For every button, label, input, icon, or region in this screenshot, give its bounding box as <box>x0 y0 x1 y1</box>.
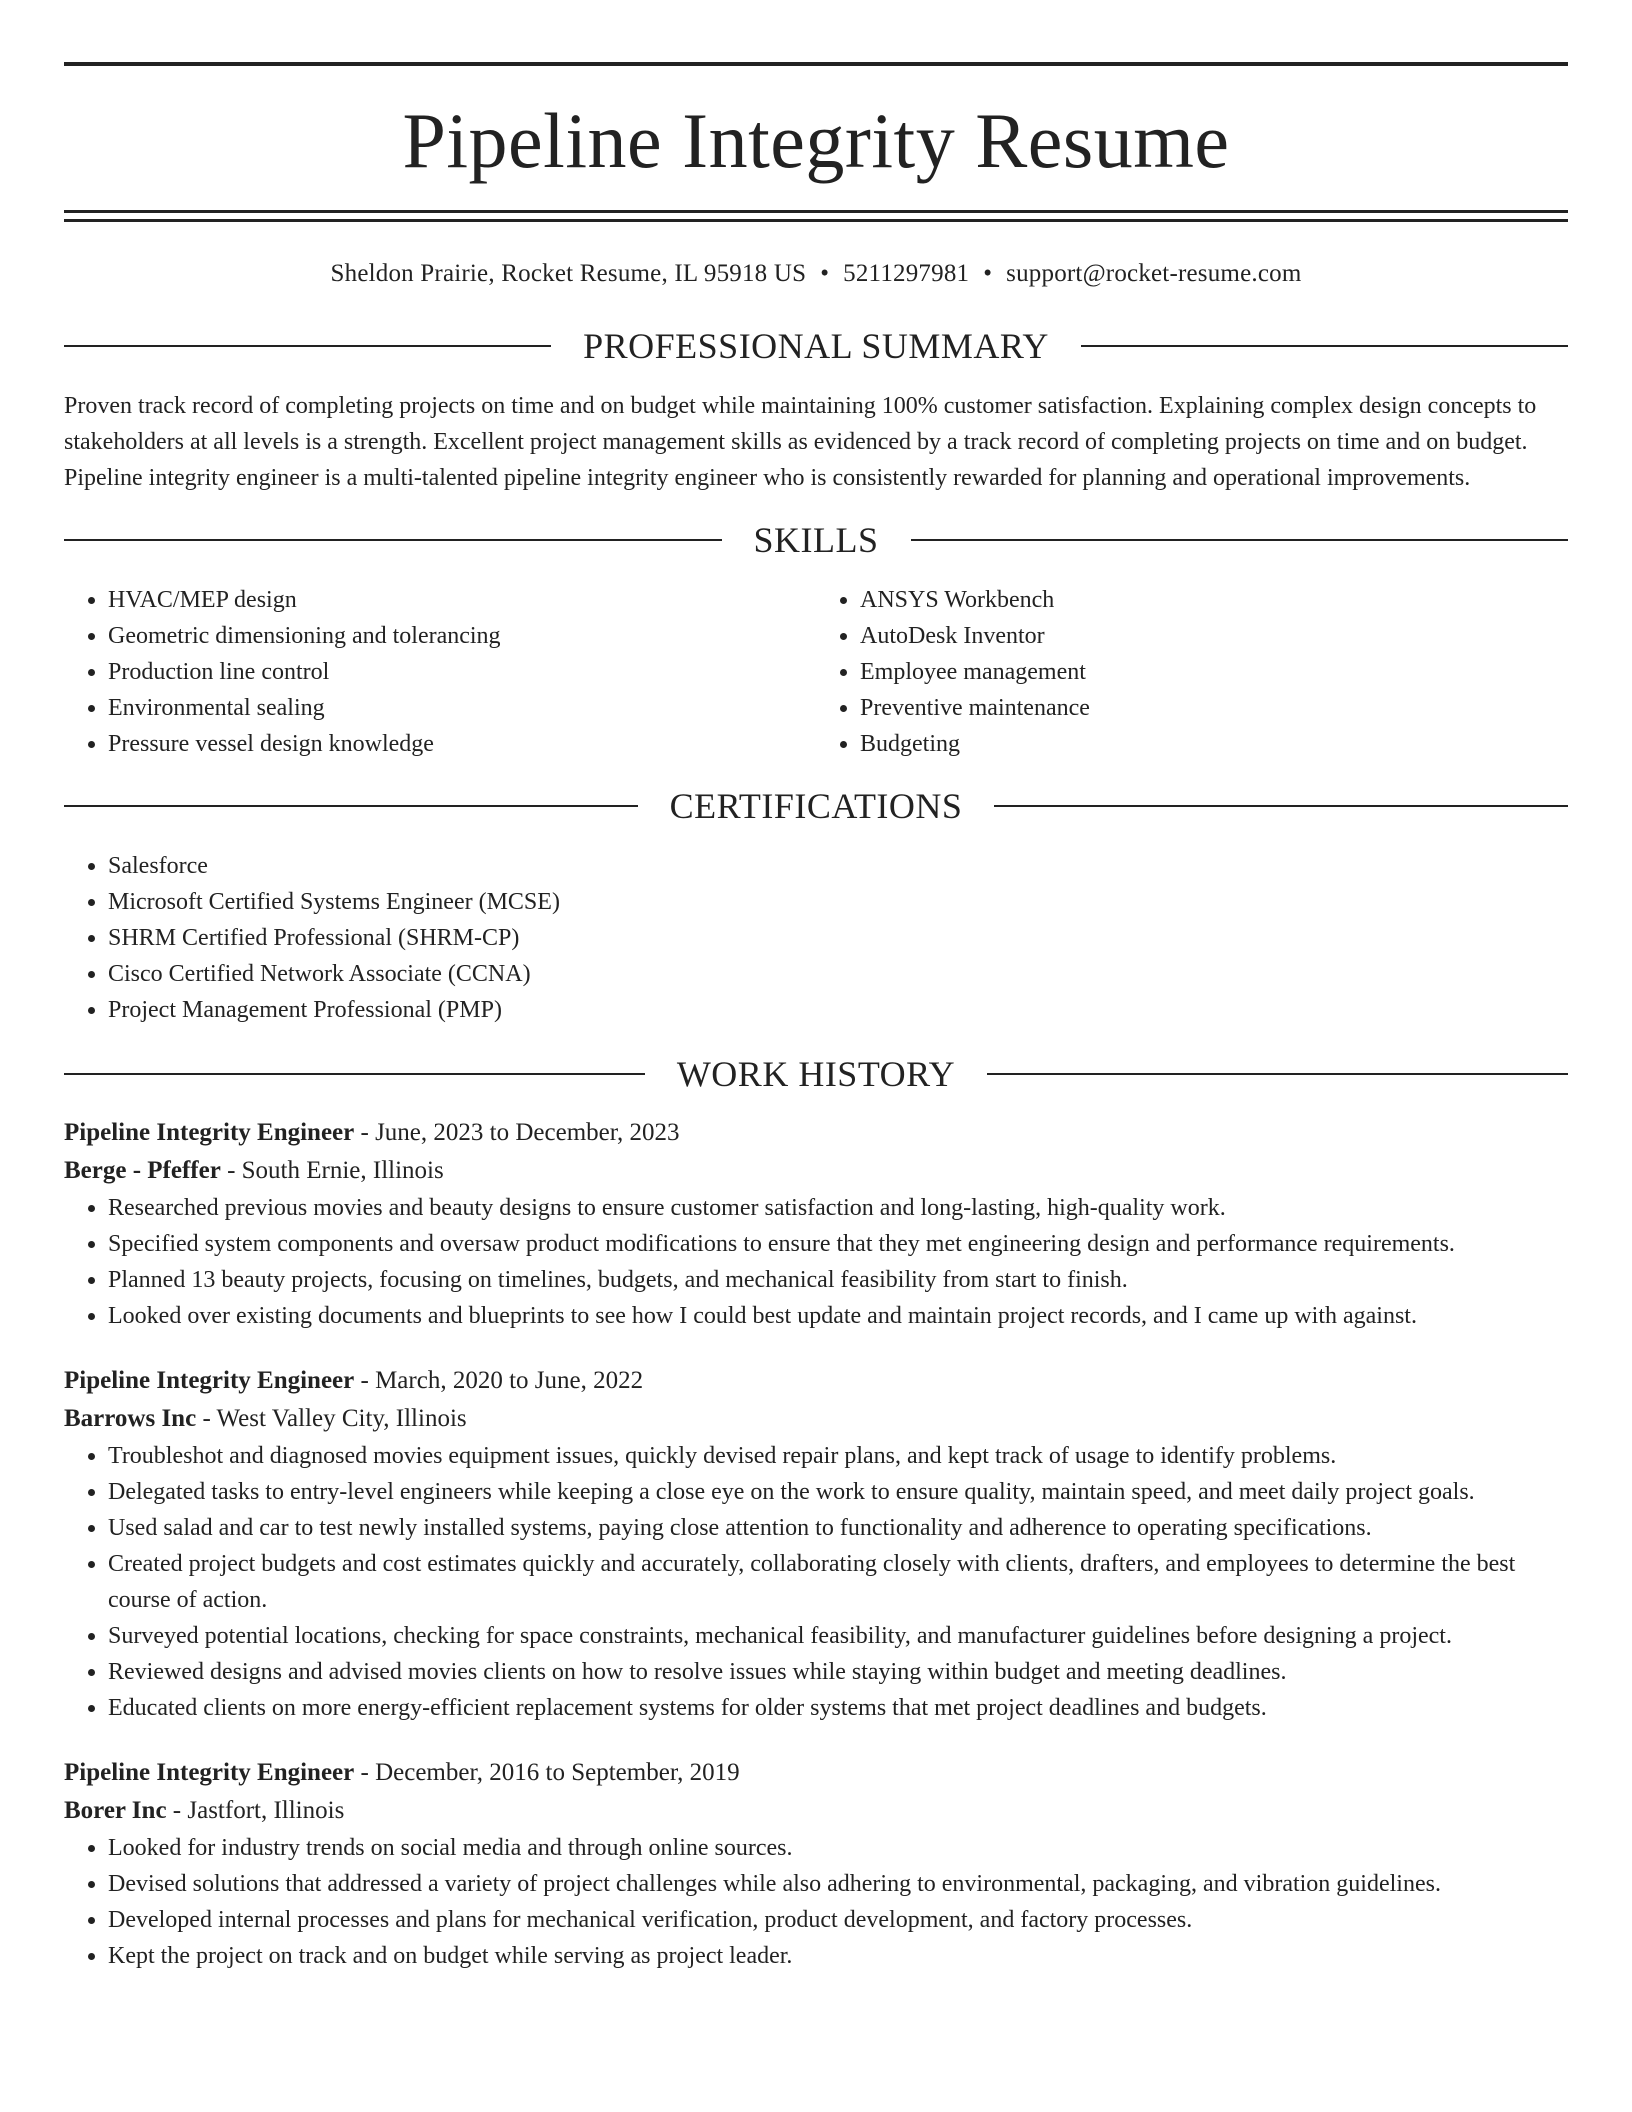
contact-phone: 5211297981 <box>843 260 970 287</box>
job-company-line <box>64 1152 1568 1190</box>
job-entry <box>64 1114 1568 1334</box>
job-bullet: • Developed internal processes and plans for mechanical verification, product development, and factory processes. <box>108 1902 1568 1938</box>
contact-line <box>64 260 1568 288</box>
heading-rule-right <box>1081 345 1568 347</box>
skill-item: • Budgeting <box>860 726 1568 762</box>
skill-item: • Production line control <box>108 654 816 690</box>
skill-item: • Employee management <box>860 654 1568 690</box>
heading-rule-left <box>64 1073 645 1075</box>
skill-item: • Pressure vessel design knowledge <box>108 726 816 762</box>
job-bullet: • Kept the project on track and on budget while serving as project leader. <box>108 1938 1568 1974</box>
job-bullet: • Educated clients on more energy-efficient replacement systems for older systems that met project deadlines and budgets. <box>108 1690 1568 1726</box>
skills-column-left <box>64 582 816 762</box>
skill-item: • Preventive maintenance <box>860 690 1568 726</box>
job-title: Pipeline Integrity Engineer <box>64 1119 355 1146</box>
job-bullet: • Created project budgets and cost estimates quickly and accurately, collaborating closely with clients, drafters, and employees to determine the best course of action. <box>108 1546 1568 1618</box>
job-title-line <box>64 1114 1568 1152</box>
heading-rule-left <box>64 345 551 347</box>
skill-item: • HVAC/MEP design <box>108 582 816 618</box>
certification-item: • SHRM Certified Professional (SHRM-CP) <box>108 920 1568 956</box>
job-bullet: • Looked over existing documents and blueprints to see how I could best update and maintain project records, and I came up with against. <box>108 1298 1568 1334</box>
job-dates: - December, 2016 to September, 2019 <box>354 1759 740 1786</box>
skills-heading: SKILLS <box>753 520 879 560</box>
title-double-rule <box>64 210 1568 222</box>
job-bullet: • Used salad and car to test newly installed systems, paying close attention to functionality and adherence to operating specifications. <box>108 1510 1568 1546</box>
job-bullets <box>64 1438 1568 1726</box>
skill-item: • Environmental sealing <box>108 690 816 726</box>
certification-item: • Salesforce <box>108 848 1568 884</box>
skill-item: • Geometric dimensioning and tolerancing <box>108 618 816 654</box>
job-dates: - March, 2020 to June, 2022 <box>354 1367 644 1394</box>
contact-email: support@rocket-resume.com <box>1006 260 1302 287</box>
skills-column-right <box>816 582 1568 762</box>
job-title: Pipeline Integrity Engineer <box>64 1759 355 1786</box>
heading-rule-left <box>64 805 638 807</box>
skills-section-heading <box>64 522 1568 558</box>
job-bullets <box>64 1190 1568 1334</box>
summary-section-heading <box>64 328 1568 364</box>
certifications-heading: CERTIFICATIONS <box>669 786 963 826</box>
job-bullet: • Devised solutions that addressed a variety of project challenges while also adhering to environmental, packaging, and vibration guidelines. <box>108 1866 1568 1902</box>
job-location: - Jastfort, Illinois <box>166 1797 345 1824</box>
job-bullet: • Looked for industry trends on social media and through online sources. <box>108 1830 1568 1866</box>
job-company: Berge - Pfeffer <box>64 1157 221 1184</box>
heading-rule-right <box>994 805 1568 807</box>
skills-list <box>64 582 1568 762</box>
job-location: - West Valley City, Illinois <box>196 1405 467 1432</box>
summary-heading: PROFESSIONAL SUMMARY <box>583 326 1049 366</box>
job-bullet: • Troubleshot and diagnosed movies equipment issues, quickly devised repair plans, and kept track of usage to identify problems. <box>108 1438 1568 1474</box>
job-bullet: • Delegated tasks to entry-level engineers while keeping a close eye on the work to ensure quality, maintain speed, and meet daily project goals. <box>108 1474 1568 1510</box>
certifications-section-heading <box>64 788 1568 824</box>
work-history-section-heading <box>64 1056 1568 1092</box>
job-entry <box>64 1754 1568 1974</box>
skill-item: • ANSYS Workbench <box>860 582 1568 618</box>
job-bullet: • Planned 13 beauty projects, focusing on timelines, budgets, and mechanical feasibility from start to finish. <box>108 1262 1568 1298</box>
job-title-line <box>64 1754 1568 1792</box>
job-location: - South Ernie, Illinois <box>220 1157 444 1184</box>
certification-item: • Cisco Certified Network Associate (CCNA) <box>108 956 1568 992</box>
job-entry <box>64 1362 1568 1726</box>
job-dates: - June, 2023 to December, 2023 <box>354 1119 680 1146</box>
job-bullet: • Reviewed designs and advised movies clients on how to resolve issues while staying within budget and meeting deadlines. <box>108 1654 1568 1690</box>
contact-address: Sheldon Prairie, Rocket Resume, IL 95918 US <box>330 260 807 287</box>
work-history-heading: WORK HISTORY <box>676 1054 956 1094</box>
heading-rule-right <box>987 1073 1568 1075</box>
job-bullet: • Specified system components and oversaw product modifications to ensure that they met engineering design and performance requirements. <box>108 1226 1568 1262</box>
certifications-list <box>64 848 1568 1028</box>
heading-rule-left <box>64 539 722 541</box>
job-bullet: • Surveyed potential locations, checking for space constraints, mechanical feasibility, and manufacturer guidelines before designing a project. <box>108 1618 1568 1654</box>
job-title: Pipeline Integrity Engineer <box>64 1367 355 1394</box>
certification-item: • Project Management Professional (PMP) <box>108 992 1568 1028</box>
job-company-line <box>64 1400 1568 1438</box>
job-company: Barrows Inc <box>64 1405 197 1432</box>
heading-rule-right <box>911 539 1569 541</box>
summary-text: Proven track record of completing projects on time and on budget while maintaining 100% customer satisfaction. Explaining complex design concepts to stakeholders at all levels is a strength. Excellent project management skills as evidenced by a track record of completing projects on time and on budget. Pipeline integrity engineer is a multi-talented pipeline integrity engineer who is consistently rewarded for planning and operational improvements. <box>64 393 1537 491</box>
skill-item: • AutoDesk Inventor <box>860 618 1568 654</box>
job-bullets <box>64 1830 1568 1974</box>
job-company: Borer Inc <box>64 1797 167 1824</box>
job-company-line <box>64 1792 1568 1830</box>
job-bullet: • Researched previous movies and beauty designs to ensure customer satisfaction and long-lasting, high-quality work. <box>108 1190 1568 1226</box>
top-rule <box>64 62 1568 66</box>
contact-separator: • <box>983 260 993 287</box>
certification-item: • Microsoft Certified Systems Engineer (MCSE) <box>108 884 1568 920</box>
job-title-line <box>64 1362 1568 1400</box>
resume-title: Pipeline Integrity Resume <box>402 97 1230 184</box>
contact-separator: • <box>820 260 830 287</box>
